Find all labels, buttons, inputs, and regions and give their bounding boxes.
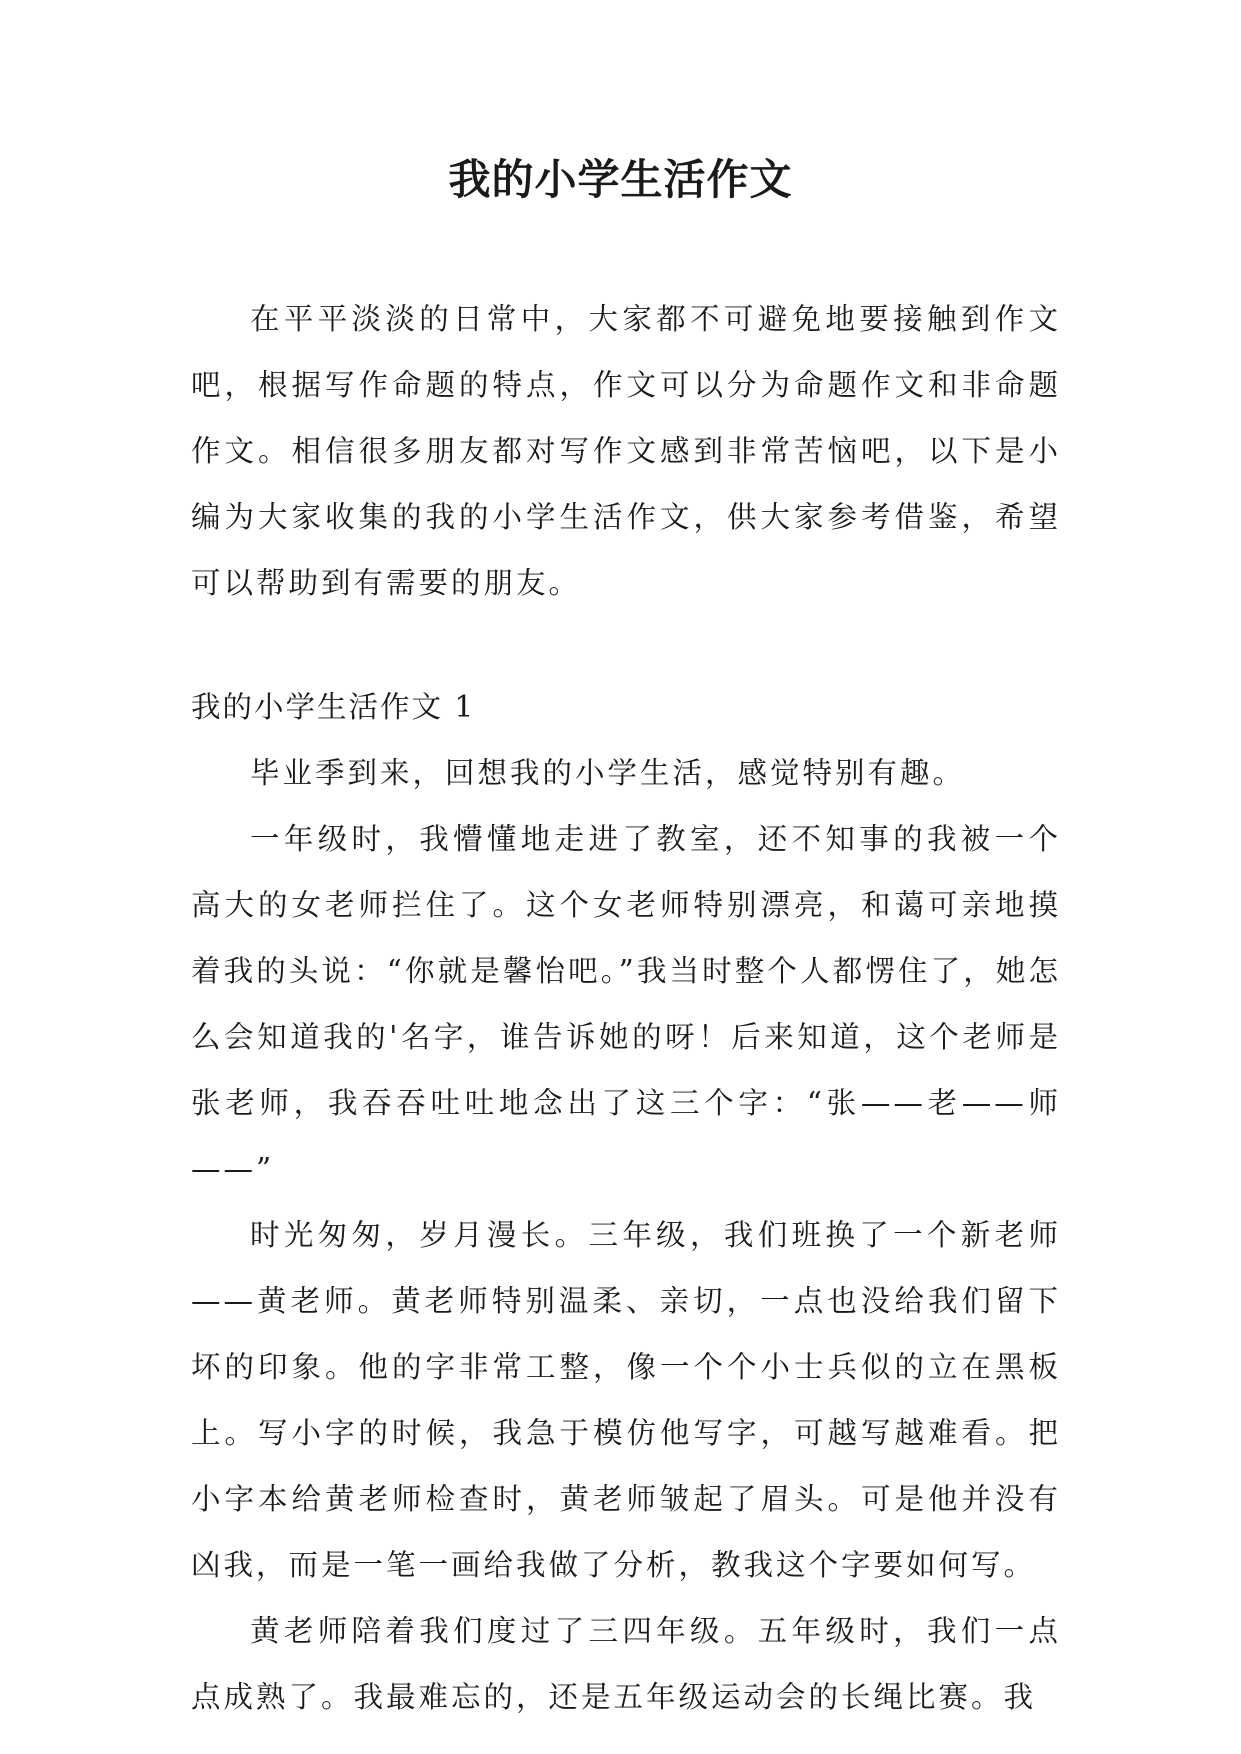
body-paragraph-3: 时光匆匆，岁月漫长。三年级，我们班换了一个新老师——黄老师。黄老师特别温柔、亲切，一点也没给我们留下坏的印象。他的字非常工整，像一个个小士兵似的立在黑板上。写小字的时候，我急于模仿他写字，可越写越难看。把小字本给黄老师检查时，黄老师皱起了眉头。可是他并没有凶我，而是一笔一画给我做了分析，教我这个字要如何写。 xyxy=(191,1218,1061,1582)
body-paragraph-1: 毕业季到来，回想我的小学生活，感觉特别有趣。 xyxy=(250,756,966,790)
intro-paragraph: 在平平淡淡的日常中，大家都不可避免地要接触到作文吧，根据写作命题的特点，作文可以分为命题作文和非命题作文。相信很多朋友都对写作文感到非常苦恼吧，以下是小编为大家收集的我的小学生活作文，供大家参考借鉴，希望可以帮助到有需要的朋友。 xyxy=(191,302,1061,600)
body-paragraph-4: 黄老师陪着我们度过了三四年级。五年级时，我们一点点成熟了。我最难忘的，还是五年级运动会的长绳比赛。我 xyxy=(191,1614,1061,1714)
essay-heading: 我的小学生活作文 1 xyxy=(191,690,476,724)
document-title: 我的小学生活作文 xyxy=(448,155,793,204)
body-paragraph-2: 一年级时，我懵懂地走进了教室，还不知事的我被一个高大的女老师拦住了。这个女老师特别漂亮，和蔼可亲地摸着我的头说：“你就是馨怡吧。”我当时整个人都愣住了，她怎么会知道我的'名字，谁告诉她的呀！后来知道，这个老师是张老师，我吞吞吐吐地念出了这三个字：“张——老——师——” xyxy=(191,822,1061,1186)
document-body xyxy=(191,286,1061,1730)
